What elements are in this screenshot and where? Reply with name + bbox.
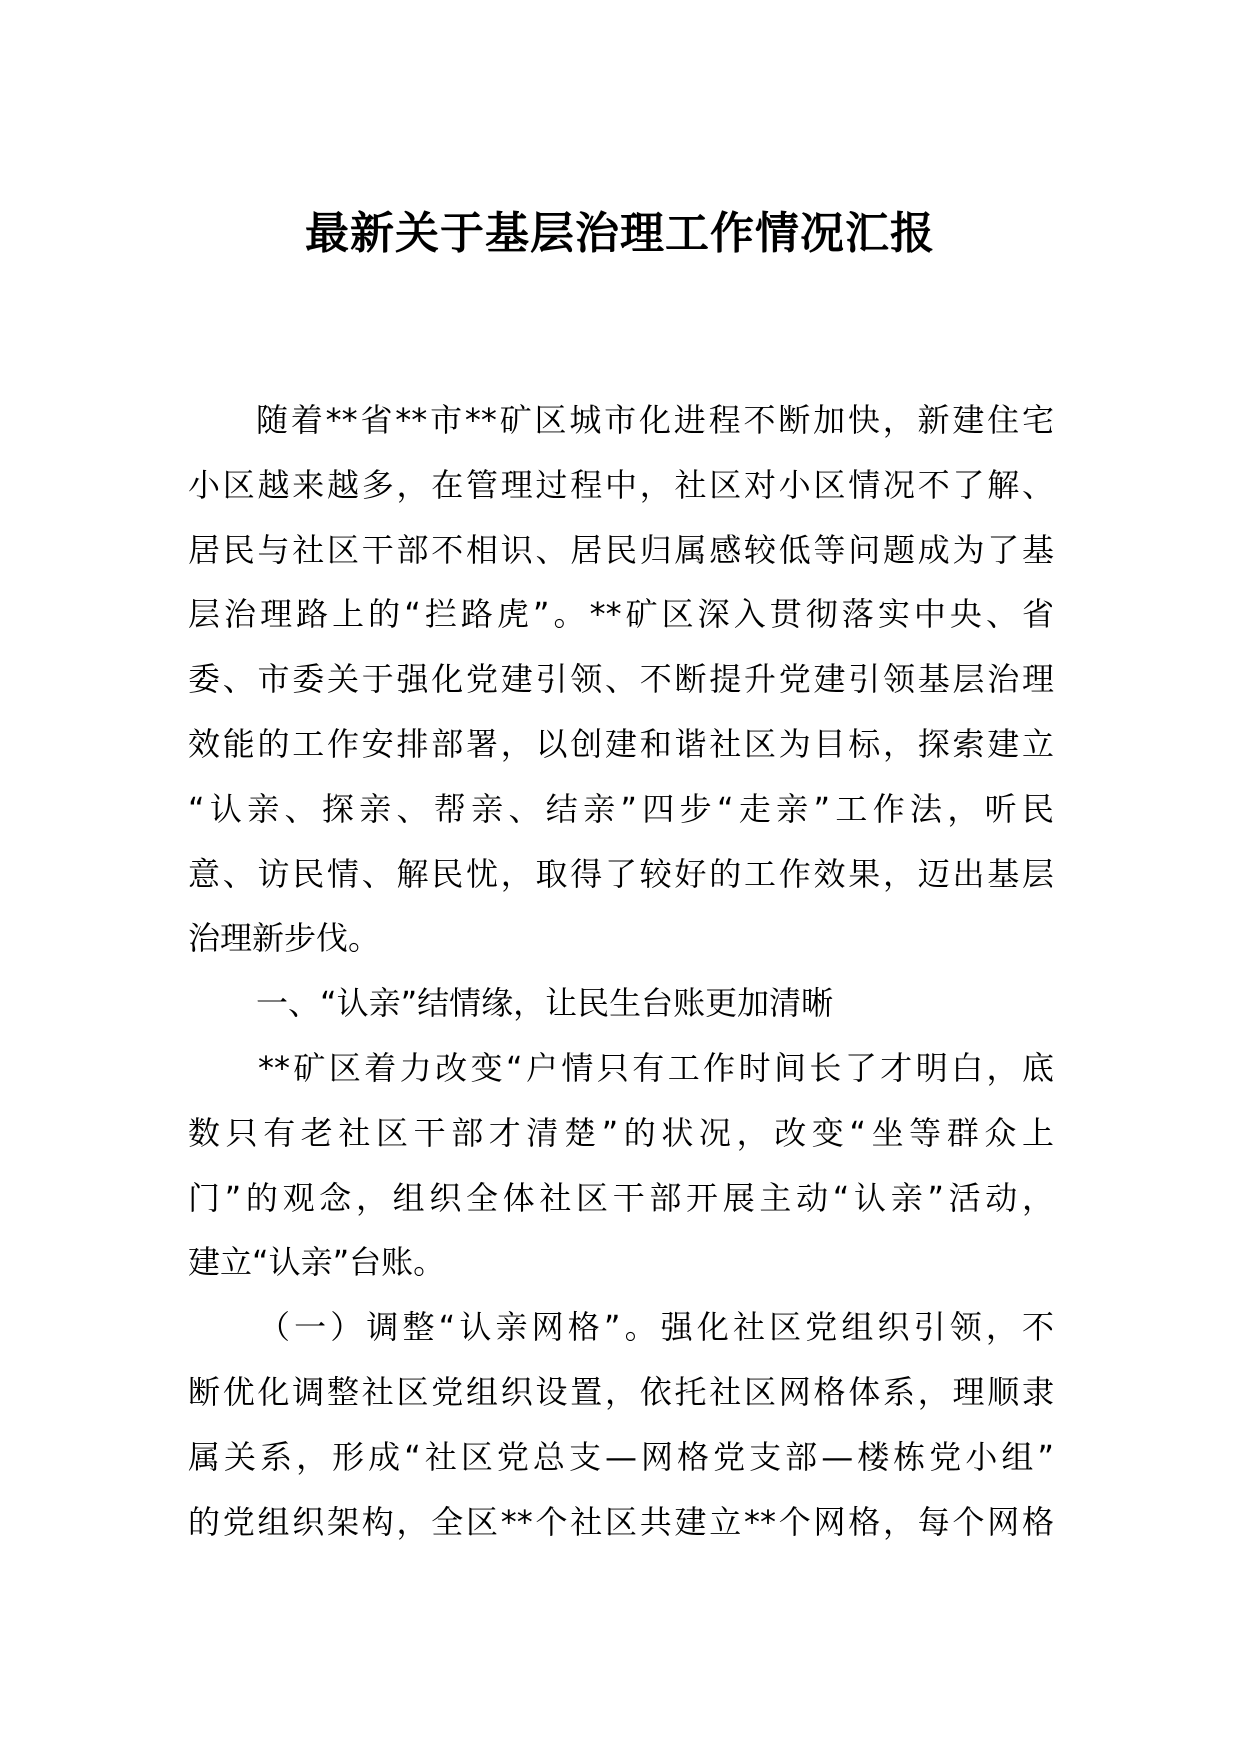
text-line: 委、市委关于强化党建引领、不断提升党建引领基层治理 bbox=[188, 660, 1054, 699]
text-line: 意、访民情、解民忧，取得了较好的工作效果，迈出基层 bbox=[188, 854, 1054, 893]
text-line: 门”的观念，组织全体社区干部开展主动“认亲”活动， bbox=[188, 1178, 1054, 1217]
text-line: “认亲、探亲、帮亲、结亲”四步“走亲”工作法，听民 bbox=[188, 789, 1054, 828]
section-heading: 一、“认亲”结情缘，让民生台账更加清晰 bbox=[256, 984, 834, 1023]
paragraph-section-1 bbox=[188, 1036, 1054, 1295]
text-line: 治理新步伐。 bbox=[188, 919, 381, 958]
text-line: 小区越来越多，在管理过程中，社区对小区情况不了解、 bbox=[188, 465, 1054, 504]
document-title: 最新关于基层治理工作情况汇报 bbox=[305, 208, 935, 259]
text-line: 属关系，形成“社区党总支—网格党支部—楼栋党小组” bbox=[188, 1437, 1054, 1476]
text-line: 断优化调整社区党组织设置，依托社区网格体系，理顺隶 bbox=[188, 1372, 1054, 1411]
paragraph-subsection-1 bbox=[188, 1295, 1054, 1554]
text-line: **矿区着力改变“户情只有工作时间长了才明白，底 bbox=[258, 1048, 1054, 1087]
section-heading-1 bbox=[188, 971, 1054, 1036]
text-line: （一）调整“认亲网格”。强化社区党组织引领，不 bbox=[258, 1308, 1054, 1347]
text-line: 效能的工作安排部署，以创建和谐社区为目标，探索建立 bbox=[188, 724, 1054, 763]
text-line: 的党组织架构，全区**个社区共建立**个网格，每个网格 bbox=[188, 1502, 1054, 1541]
text-line: 数只有老社区干部才清楚”的状况，改变“坐等群众上 bbox=[188, 1113, 1054, 1152]
text-line: 层治理路上的“拦路虎”。**矿区深入贯彻落实中央、省 bbox=[188, 595, 1054, 634]
text-line: 居民与社区干部不相识、居民归属感较低等问题成为了基 bbox=[188, 530, 1054, 569]
text-line: 随着**省**市**矿区城市化进程不断加快，新建住宅 bbox=[256, 401, 1054, 439]
text-line: 建立“认亲”台账。 bbox=[188, 1243, 446, 1282]
document-body bbox=[188, 388, 1054, 1554]
paragraph-intro bbox=[188, 388, 1054, 971]
